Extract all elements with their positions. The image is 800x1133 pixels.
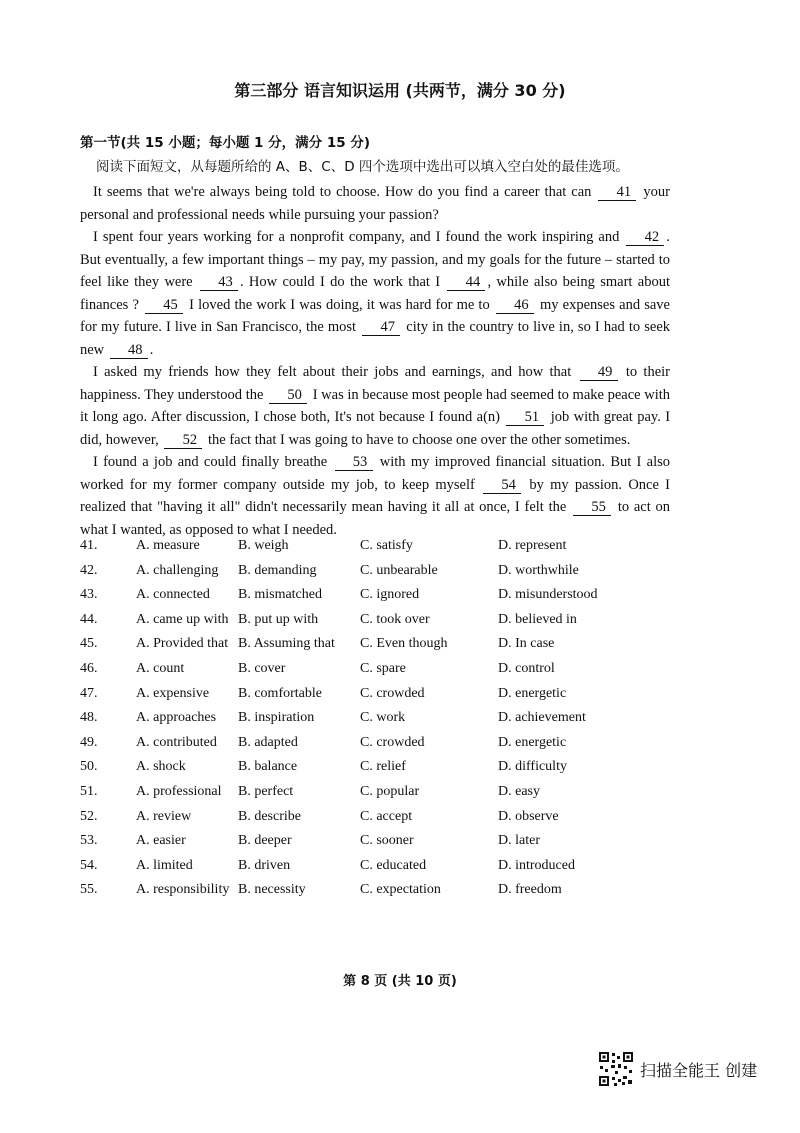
question-number: 51. bbox=[80, 783, 98, 799]
passage-text: . How could I do the work that I bbox=[239, 274, 441, 290]
question-number: 45. bbox=[80, 636, 98, 652]
option-row bbox=[80, 759, 640, 784]
question-number: 52. bbox=[80, 808, 98, 824]
option-a: A. connected bbox=[136, 587, 210, 603]
option-d: D. In case bbox=[498, 636, 555, 652]
passage-text: I was in because most people had seemed to make peace with it long ago. After discussion, I chose both, It's not because I found a(n) bbox=[80, 386, 670, 425]
scanner-watermark bbox=[598, 1051, 757, 1087]
option-b: B. cover bbox=[238, 660, 286, 676]
option-d: D. control bbox=[498, 660, 555, 676]
option-b: B. comfortable bbox=[238, 685, 322, 701]
question-number: 46. bbox=[80, 660, 98, 676]
option-c: C. work bbox=[360, 710, 406, 726]
option-row bbox=[80, 538, 640, 563]
option-d: D. energetic bbox=[498, 685, 567, 701]
passage-text: It seems that we're always being told to choose. How do you find a career that can bbox=[93, 184, 592, 200]
blank-41: 41 bbox=[598, 184, 636, 201]
options-list bbox=[80, 538, 640, 907]
option-b: B. inspiration bbox=[238, 710, 315, 726]
option-a: A. responsibility bbox=[136, 882, 230, 898]
option-a: A. count bbox=[136, 660, 185, 676]
passage-text: with my improved financial situation. But I also worked for my former company outside my job, to keep myself bbox=[80, 454, 671, 493]
question-number: 48. bbox=[80, 710, 98, 726]
option-a: A. professional bbox=[136, 783, 222, 799]
option-row bbox=[80, 858, 640, 883]
blank-44: 44 bbox=[447, 274, 485, 291]
option-d: D. energetic bbox=[498, 734, 567, 750]
question-number: 54. bbox=[80, 857, 98, 873]
option-c: C. took over bbox=[360, 611, 430, 627]
option-row bbox=[80, 636, 640, 661]
paragraph-2 bbox=[80, 226, 670, 361]
option-row bbox=[80, 710, 640, 735]
option-c: C. crowded bbox=[360, 685, 425, 701]
option-b: B. weigh bbox=[238, 538, 289, 553]
option-a: A. Provided that bbox=[136, 636, 229, 652]
option-b: B. perfect bbox=[238, 783, 294, 799]
option-a: A. review bbox=[136, 808, 192, 824]
instruction: 阅读下面短文，从每题所给的 A、B、C、D 四个选项中选出可以填入空白处的最佳选项。 bbox=[96, 159, 629, 175]
blank-42: 42 bbox=[626, 229, 664, 246]
option-a: A. easier bbox=[136, 833, 186, 849]
question-number: 53. bbox=[80, 833, 98, 849]
option-c: C. satisfy bbox=[360, 538, 413, 553]
question-number: 49. bbox=[80, 734, 98, 750]
question-number: 47. bbox=[80, 685, 98, 701]
section-title: 第一节(共 15 小题；每小题 1 分，满分 15 分) bbox=[80, 135, 371, 151]
passage-text: . bbox=[149, 341, 154, 358]
option-c: C. ignored bbox=[360, 587, 420, 603]
option-d: D. achievement bbox=[498, 710, 586, 726]
option-row bbox=[80, 686, 640, 711]
option-c: C. sooner bbox=[360, 833, 414, 849]
option-row bbox=[80, 612, 640, 637]
part-title: 第三部分 语言知识运用 (共两节，满分 30 分) bbox=[234, 81, 566, 100]
option-d: D. misunderstood bbox=[498, 587, 598, 603]
watermark-text: 扫描全能王 创建 bbox=[640, 1060, 758, 1080]
option-d: D. observe bbox=[498, 808, 559, 824]
paragraph-1 bbox=[80, 181, 670, 226]
option-b: B. balance bbox=[238, 759, 298, 775]
passage-text: the fact that I was going to have to choose one over the other sometimes. bbox=[208, 431, 631, 448]
option-b: B. adapted bbox=[238, 734, 298, 750]
passage-text: my expenses and save for my future. I live in San Francisco, the most bbox=[80, 296, 670, 335]
passage-text: to act on what I wanted, as opposed to what I needed. bbox=[80, 499, 670, 538]
option-row bbox=[80, 563, 640, 588]
blank-46: 46 bbox=[496, 297, 534, 314]
question-number: 42. bbox=[80, 562, 98, 578]
option-row bbox=[80, 809, 640, 834]
passage-text: I loved the work I was doing, it was hard for me to bbox=[189, 296, 490, 313]
option-b: B. demanding bbox=[238, 562, 317, 578]
option-a: A. approaches bbox=[136, 710, 217, 726]
page-number: 第 8 页 (共 10 页) bbox=[343, 974, 457, 989]
blank-48: 48 bbox=[110, 342, 148, 359]
blank-52: 52 bbox=[164, 432, 202, 449]
option-row bbox=[80, 735, 640, 760]
passage-text: I asked my friends how they felt about their jobs and earnings, and how that bbox=[93, 364, 572, 380]
blank-49: 49 bbox=[580, 364, 618, 381]
passage-text: job with great pay. I did, however, bbox=[80, 409, 671, 448]
passage bbox=[80, 181, 670, 541]
option-c: C. spare bbox=[360, 660, 406, 676]
blank-47: 47 bbox=[362, 319, 400, 336]
option-d: D. difficulty bbox=[498, 759, 567, 775]
option-a: A. contributed bbox=[136, 734, 217, 750]
option-b: B. deeper bbox=[238, 833, 292, 849]
option-c: C. Even though bbox=[360, 636, 448, 652]
question-number: 55. bbox=[80, 882, 98, 898]
blank-43: 43 bbox=[200, 274, 238, 291]
option-a: A. limited bbox=[136, 857, 193, 873]
passage-text: I found a job and could finally breathe bbox=[93, 454, 328, 470]
passage-text: I spent four years working for a nonprofit company, and I found the work inspiring and bbox=[93, 229, 620, 245]
option-d: D. worthwhile bbox=[498, 562, 579, 578]
option-d: D. believed in bbox=[498, 611, 577, 627]
option-b: B. put up with bbox=[238, 611, 319, 627]
qr-code-icon bbox=[598, 1051, 634, 1087]
blank-51: 51 bbox=[506, 409, 544, 426]
passage-text: your personal and professional needs while pursuing your passion? bbox=[80, 184, 671, 223]
question-number: 44. bbox=[80, 611, 98, 627]
option-a: A. expensive bbox=[136, 685, 210, 701]
option-c: C. crowded bbox=[360, 734, 425, 750]
option-row bbox=[80, 661, 640, 686]
option-c: C. educated bbox=[360, 857, 427, 873]
option-b: B. driven bbox=[238, 857, 291, 873]
option-c: C. accept bbox=[360, 808, 413, 824]
option-b: B. necessity bbox=[238, 882, 306, 898]
passage-text: to their happiness. They understood the bbox=[80, 364, 671, 403]
option-c: C. relief bbox=[360, 759, 406, 775]
blank-45: 45 bbox=[145, 297, 183, 314]
paragraph-4 bbox=[80, 451, 670, 541]
option-d: D. freedom bbox=[498, 882, 562, 898]
option-d: D. easy bbox=[498, 783, 540, 799]
option-a: A. challenging bbox=[136, 562, 219, 578]
option-row bbox=[80, 784, 640, 809]
option-row bbox=[80, 833, 640, 858]
option-a: A. shock bbox=[136, 759, 186, 775]
option-d: D. later bbox=[498, 833, 540, 849]
option-row bbox=[80, 587, 640, 612]
option-b: B. mismatched bbox=[238, 587, 322, 603]
option-c: C. unbearable bbox=[360, 562, 438, 578]
passage-text: . But eventually, a few important things – my pay, my passion, and my goals for the future – started to feel like they were bbox=[80, 229, 670, 290]
option-d: D. introduced bbox=[498, 857, 575, 873]
question-number: 50. bbox=[80, 759, 98, 775]
paragraph-3 bbox=[80, 361, 670, 451]
option-a: A. came up with bbox=[136, 611, 229, 627]
passage-text: , while also being smart about finances ? bbox=[80, 274, 671, 313]
question-number: 43. bbox=[80, 587, 98, 603]
blank-53: 53 bbox=[335, 454, 373, 471]
option-row bbox=[80, 882, 640, 907]
option-d: D. represent bbox=[498, 538, 567, 553]
blank-50: 50 bbox=[269, 387, 307, 404]
passage-text: by my passion. Once I realized that "having it all" didn't necessarily mean having it all at once, I felt the bbox=[80, 476, 671, 515]
option-c: C. expectation bbox=[360, 882, 441, 898]
blank-54: 54 bbox=[483, 477, 521, 494]
passage-text: city in the country to live in, so I had to seek new bbox=[80, 319, 671, 358]
option-a: A. measure bbox=[136, 538, 200, 553]
option-b: B. describe bbox=[238, 808, 301, 824]
option-b: B. Assuming that bbox=[238, 636, 335, 652]
question-number: 41. bbox=[80, 538, 98, 553]
blank-55: 55 bbox=[573, 499, 611, 516]
option-c: C. popular bbox=[360, 783, 420, 799]
